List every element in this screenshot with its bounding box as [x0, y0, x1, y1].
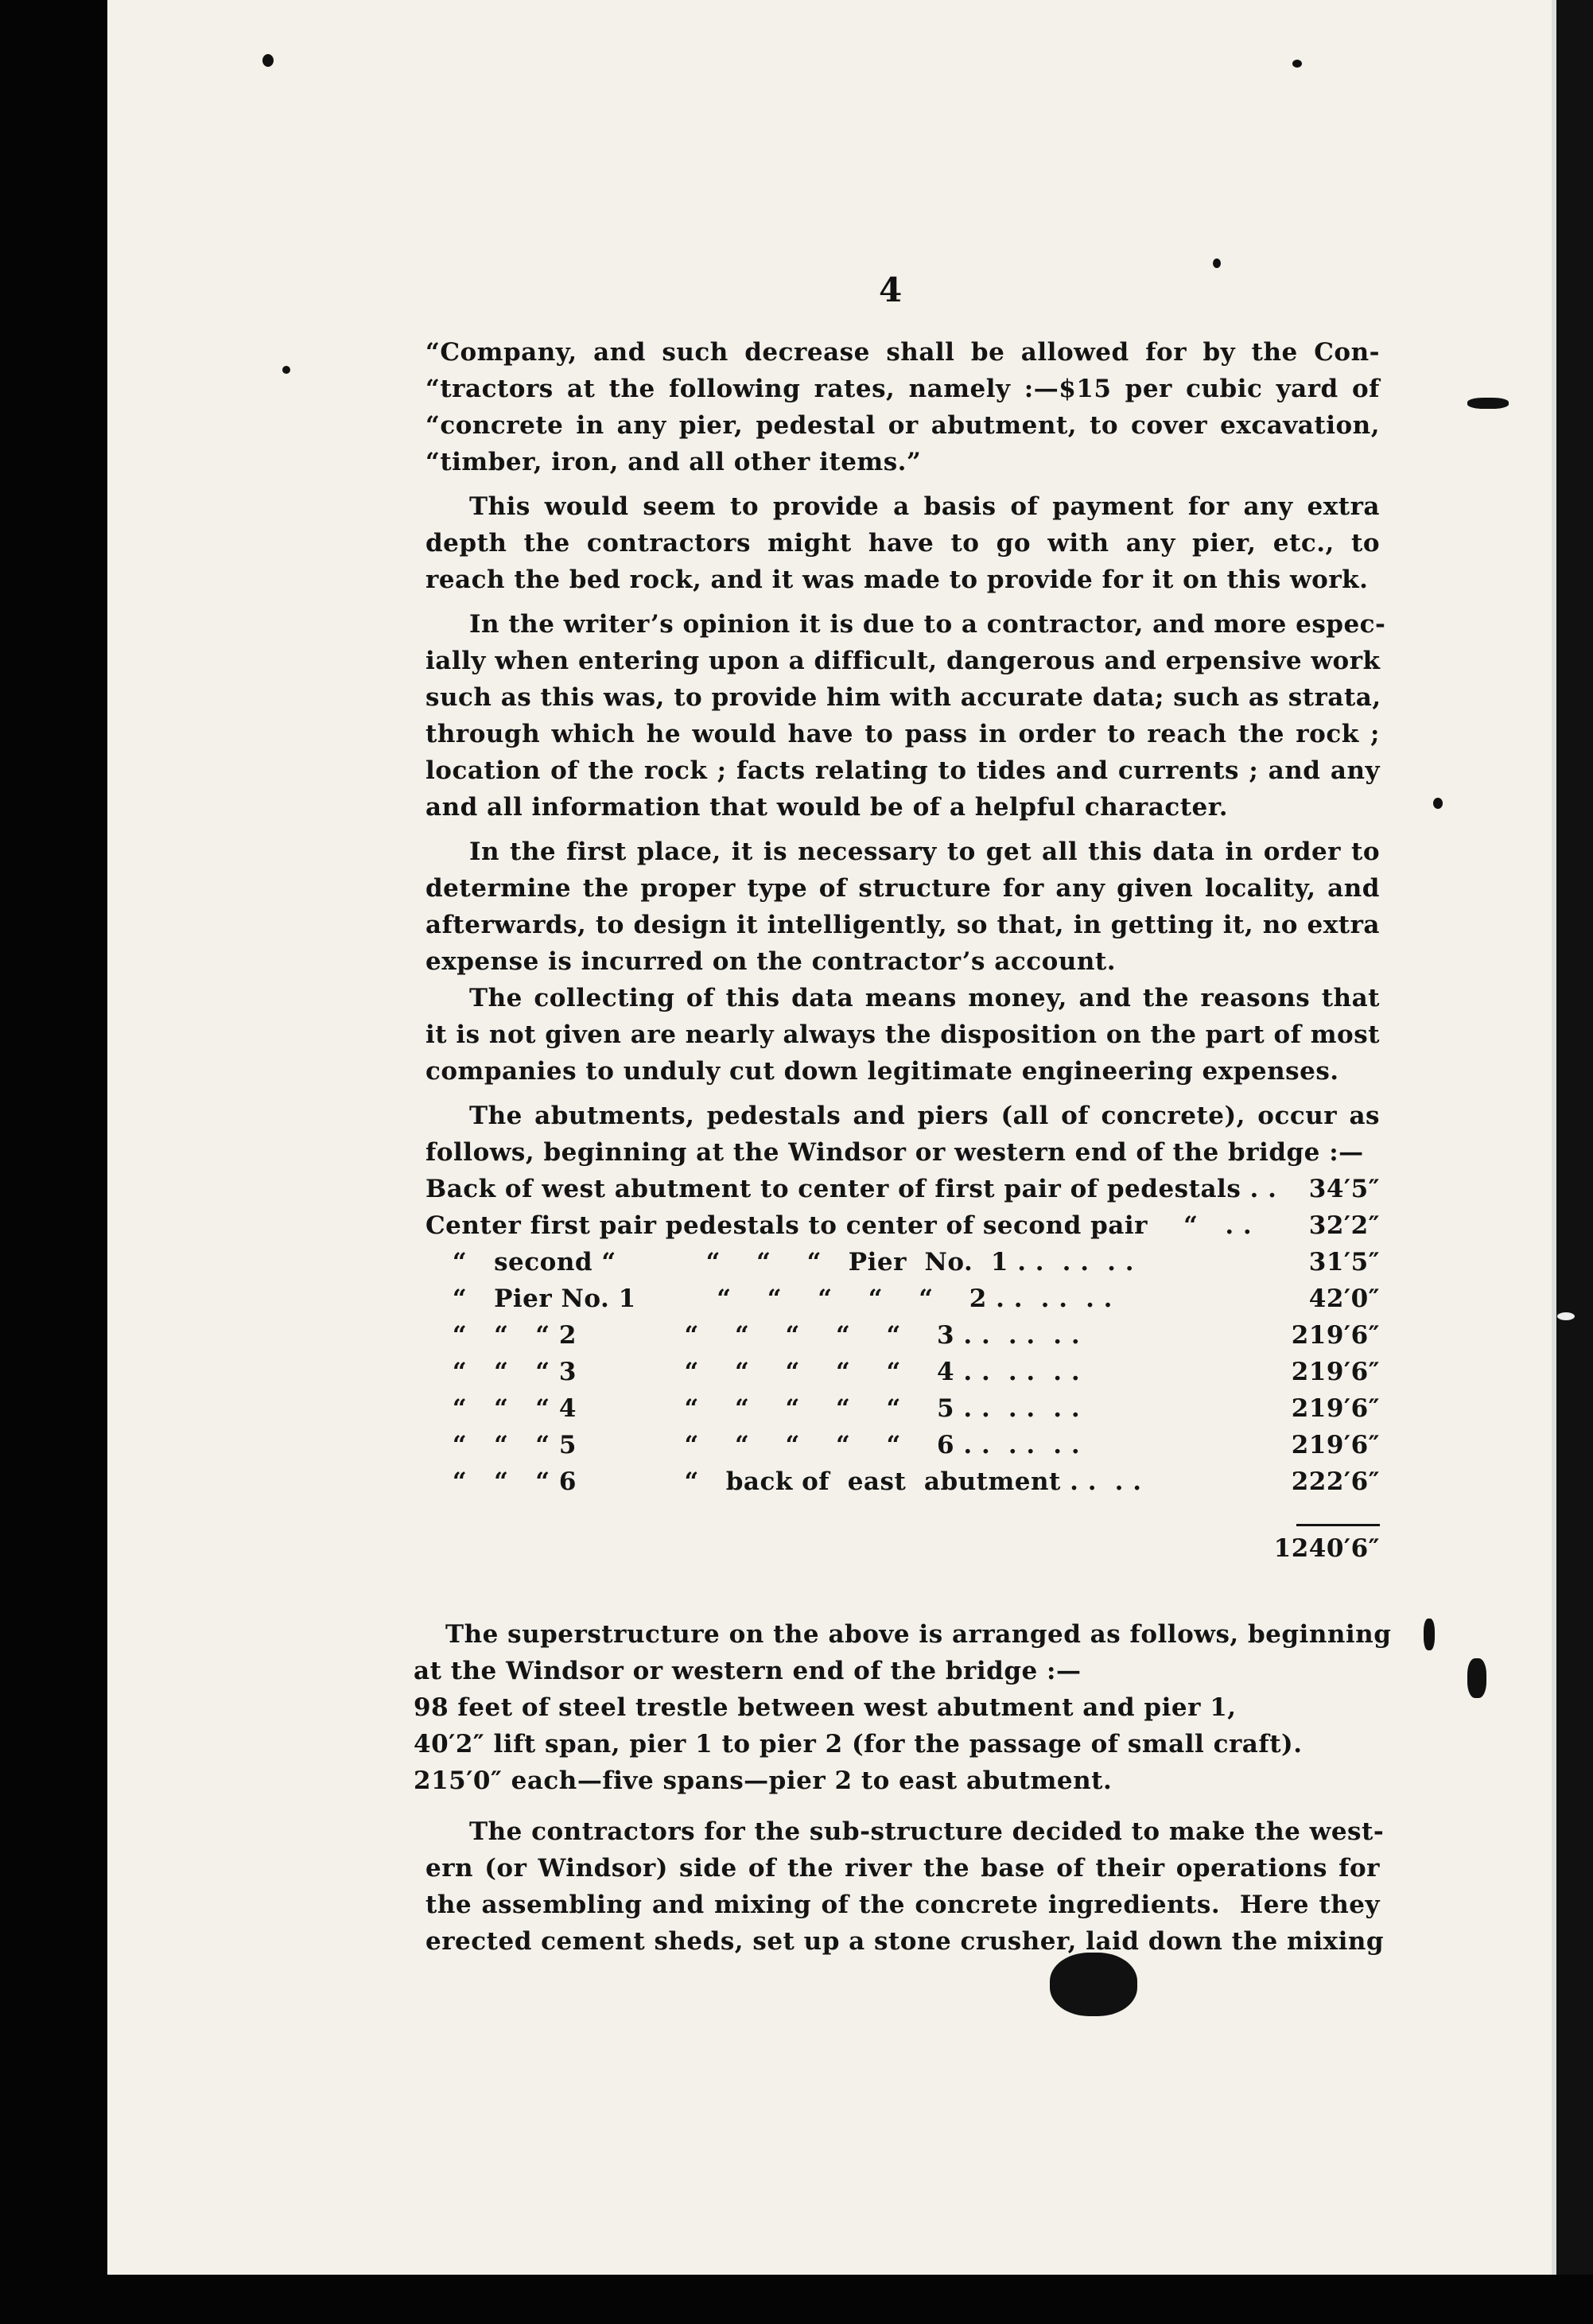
text-line: such as this was, to provide him with accurate data; such as strata,: [425, 683, 1381, 712]
text-line: 40′2″ lift span, pier 1 to pier 2 (for the passage of small craft).: [414, 1730, 1303, 1759]
span-length: 42′0″: [1308, 1284, 1380, 1313]
scan-speck: [1050, 1953, 1137, 2016]
span-measurements-table: [425, 1171, 1380, 1500]
paragraph-payment-basis: [425, 488, 1380, 598]
scan-speck: [1424, 1619, 1435, 1650]
span-length: 219′6″: [1291, 1358, 1380, 1386]
table-row: [425, 1281, 1380, 1317]
span-description: “ second “ “ “ “ Pier No. 1 . . . . . .: [425, 1248, 1135, 1277]
page-number: 4: [879, 270, 903, 309]
table-row: [425, 1427, 1380, 1463]
text-line: The collecting of this data means money, and the reasons that: [469, 984, 1380, 1012]
scan-speck: [1467, 1658, 1486, 1698]
span-length: 219′6″: [1291, 1394, 1380, 1423]
text-line: follows, beginning at the Windsor or western end of the bridge :—: [425, 1138, 1364, 1167]
text-line: 215′0″ each—five spans—pier 2 to east abutment.: [414, 1766, 1113, 1795]
text-line: afterwards, to design it intelligently, so that, in getting it, no extra: [425, 911, 1380, 939]
span-length: 31′5″: [1308, 1248, 1380, 1277]
scan-speck: [1292, 60, 1302, 68]
page-edge-right: [1552, 0, 1593, 2324]
span-description: “ “ “ 3 “ “ “ “ “ 4 . . . . . .: [425, 1358, 1081, 1386]
text-line: and all information that would be of a helpful character.: [425, 793, 1229, 822]
table-row: [425, 1244, 1380, 1281]
paragraph-superstructure: [414, 1616, 1392, 1799]
text-line: companies to unduly cut down legitimate engineering expenses.: [425, 1057, 1339, 1086]
text-line: determine the proper type of structure for any given locality, and: [425, 874, 1380, 903]
span-length: 219′6″: [1291, 1431, 1380, 1459]
span-length: 219′6″: [1291, 1321, 1380, 1350]
span-description: Back of west abutment to center of first pair of pedestals . .: [425, 1175, 1277, 1203]
paragraph-first-place: [425, 834, 1380, 980]
text-line: depth the contractors might have to go with any pier, etc., to: [425, 529, 1380, 558]
text-line: reach the bed rock, and it was made to provide for it on this work.: [425, 565, 1369, 594]
paragraph-collecting-data: [425, 980, 1380, 1090]
text-line: In the writer’s opinion it is due to a contractor, and more espec-: [469, 610, 1386, 639]
paragraph-writers-opinion: [425, 606, 1386, 826]
text-line: The abutments, pedestals and piers (all of concrete), occur as: [469, 1102, 1380, 1130]
text-line: at the Windsor or western end of the bridge :—: [414, 1657, 1082, 1685]
text-line: The superstructure on the above is arranged as follows, beginning: [445, 1620, 1392, 1649]
text-line: “timber, iron, and all other items.”: [425, 448, 922, 476]
text-line: it is not given are nearly always the disposition on the part of most: [425, 1020, 1380, 1049]
sum-rule: [425, 1500, 1380, 1516]
span-length: 32′2″: [1308, 1211, 1380, 1240]
text-line: expense is incurred on the contractor’s account.: [425, 947, 1117, 976]
span-length: 222′6″: [1291, 1467, 1380, 1496]
span-length: 34′5″: [1308, 1175, 1380, 1203]
scan-speck: [1557, 1312, 1575, 1320]
scan-speck: [1433, 798, 1443, 809]
table-row: [425, 1207, 1380, 1244]
text-line: 98 feet of steel trestle between west abutment and pier 1,: [414, 1693, 1237, 1722]
table-row: [425, 1171, 1380, 1207]
scan-speck: [1467, 398, 1509, 409]
text-line: location of the rock ; facts relating to tides and currents ; and any: [425, 756, 1380, 785]
page-text: [414, 334, 1392, 1960]
text-line: The contractors for the sub-structure decided to make the west-: [469, 1817, 1385, 1846]
span-description: “ Pier No. 1 “ “ “ “ “ 2 . . . . . .: [425, 1284, 1113, 1313]
paragraph-contractors-base: [425, 1813, 1385, 1960]
scan-speck: [282, 366, 290, 374]
span-description: “ “ “ 5 “ “ “ “ “ 6 . . . . . .: [425, 1431, 1081, 1459]
paragraph-abutments-intro: [425, 1098, 1380, 1171]
text-line: “concrete in any pier, pedestal or abutment, to cover excavation,: [425, 411, 1380, 440]
table-row: [425, 1390, 1380, 1427]
text-line: “Company, and such decrease shall be allowed for by the Con-: [425, 338, 1380, 367]
table-row: [425, 1463, 1380, 1500]
text-line: the assembling and mixing of the concrete ingredients. Here they: [425, 1891, 1380, 1919]
span-description: “ “ “ 2 “ “ “ “ “ 3 . . . . . .: [425, 1321, 1081, 1350]
scan-speck: [262, 54, 274, 67]
span-description: Center first pair pedestals to center of second pair “ . .: [425, 1211, 1253, 1240]
span-total: 1240′6″: [1273, 1534, 1380, 1563]
table-row: [425, 1317, 1380, 1354]
text-line: “tractors at the following rates, namely :—$15 per cubic yard of: [425, 375, 1380, 403]
span-description: “ “ “ 6 “ back of east abutment . . . .: [425, 1467, 1142, 1496]
text-line: ern (or Windsor) side of the river the base of their operations for: [425, 1854, 1380, 1883]
page-edge-bottom: [0, 2275, 1593, 2324]
text-line: In the first place, it is necessary to get all this data in order to: [469, 837, 1380, 866]
text-line: This would seem to provide a basis of payment for any extra: [469, 492, 1380, 521]
paragraph-contract-clause: [425, 334, 1380, 480]
scan-speck: [1213, 258, 1221, 268]
text-line: erected cement sheds, set up a stone crusher, laid down the mixing: [425, 1927, 1385, 1956]
table-row: [425, 1354, 1380, 1390]
text-line: ially when entering upon a difficult, dangerous and erpensive work: [425, 647, 1381, 675]
text-line: through which he would have to pass in order to reach the rock ;: [425, 720, 1380, 748]
span-description: “ “ “ 4 “ “ “ “ “ 5 . . . . . .: [425, 1394, 1081, 1423]
